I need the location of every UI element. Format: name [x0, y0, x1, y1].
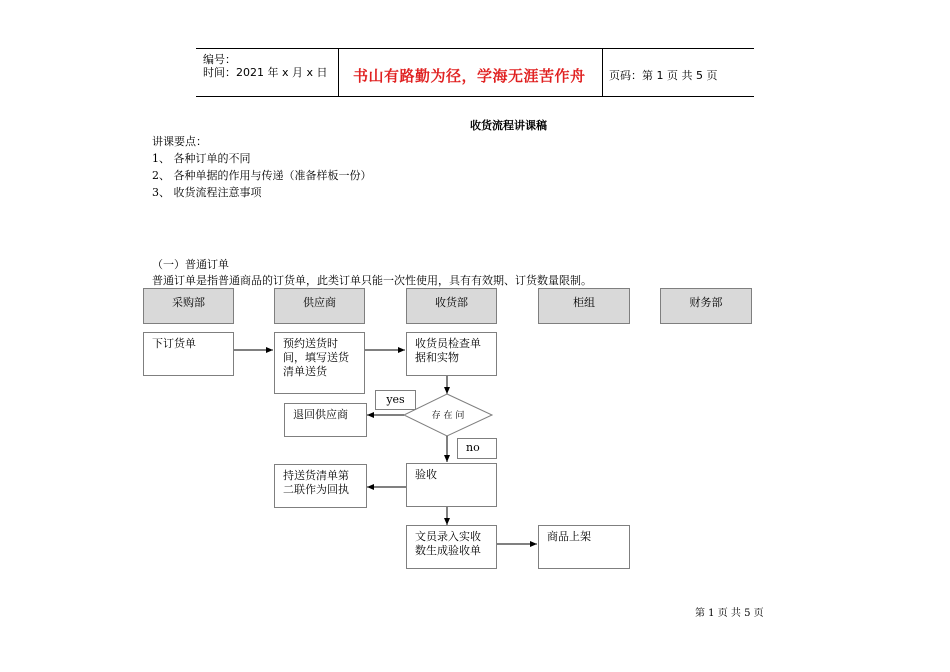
footer-page: 第 1 页 共 5 页 — [695, 608, 764, 619]
box-supplier-deliver: 预约送货时间，填写送货清单送货 — [274, 332, 365, 394]
lane-finance: 财务部 — [660, 288, 752, 324]
box-return-supplier: 退回供应商 — [284, 403, 367, 437]
page-label: 页码：第 1 页 共 5 页 — [609, 69, 718, 82]
box-hold-receipt: 持送货清单第二联作为回执 — [274, 464, 367, 508]
no-label: no — [457, 438, 497, 459]
lane-receiving: 收货部 — [406, 288, 497, 324]
outline-item: 2、 各种单据的作用与传递（准备样板一份） — [152, 169, 372, 182]
motto: 书山有路勤为径，学海无涯苦作舟 — [353, 67, 586, 85]
box-inspect: 验收 — [406, 463, 497, 507]
date-label: 时间：2021 年 x 月 x 日 — [203, 66, 328, 79]
yes-label: yes — [375, 390, 416, 410]
section-description: 普通订单是指普通商品的订货单，此类订单只能一次性使用，具有有效期、订货数量限制。 — [152, 274, 592, 287]
box-place-order: 下订货单 — [143, 332, 234, 376]
lane-purchasing: 采购部 — [143, 288, 234, 324]
outline-item: 3、 收货流程注意事项 — [152, 186, 262, 199]
box-clerk-entry: 文员录入实收数生成验收单 — [406, 525, 497, 569]
outline-item: 1、 各种订单的不同 — [152, 152, 251, 165]
box-receiver-check: 收货员检查单据和实物 — [406, 332, 497, 376]
outline-heading: 讲课要点： — [152, 135, 207, 148]
code-label: 编号： — [203, 53, 236, 66]
decision-text: 存 在 问 — [431, 411, 465, 421]
lane-counter: 柜组 — [538, 288, 630, 324]
box-shelve: 商品上架 — [538, 525, 630, 569]
section-heading: （一）普通订单 — [152, 258, 229, 271]
lane-supplier: 供应商 — [274, 288, 365, 324]
document-title: 收货流程讲课稿 — [470, 119, 547, 132]
